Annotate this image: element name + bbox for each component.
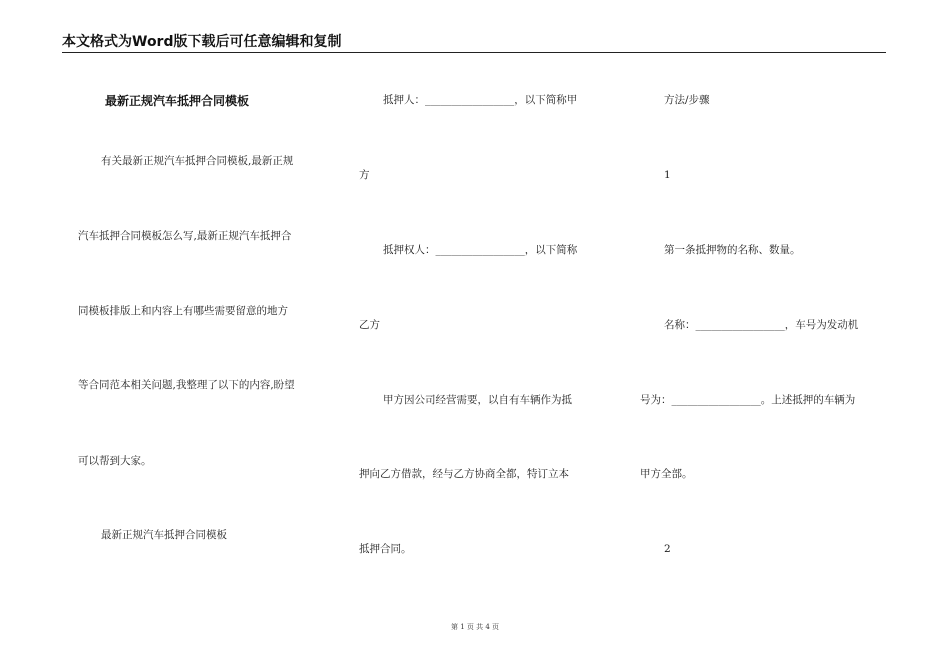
column2-line-6: 押向乙方借款，经与乙方协商全都，特订立本	[359, 468, 569, 480]
column1-line-3: 同模板排版上和内容上有哪些需要留意的地方	[78, 305, 288, 317]
column1-line-2: 汽车抵押合同模板怎么写,最新正规汽车抵押合	[78, 230, 292, 242]
header-divider	[62, 52, 886, 53]
page-number: 第 1 页 共 4 页	[450, 623, 500, 631]
column3-step-number-2: 2	[664, 543, 671, 555]
column2-line-5: 甲方因公司经营需要，以自有车辆作为抵	[383, 394, 572, 406]
column3-line-6: 甲方全部。	[640, 468, 693, 480]
column3-line-3: 第一条抵押物的名称、数量。	[664, 244, 801, 256]
column3-line-1: 方法/步骤	[664, 94, 710, 106]
column1-subtitle: 最新正规汽车抵押合同模板	[101, 529, 227, 541]
column1-line-1: 有关最新正规汽车抵押合同模板,最新正规	[101, 155, 294, 167]
column3-line-5: 号为：_________________。上述抵押的车辆为	[640, 394, 856, 406]
document-header	[62, 32, 886, 52]
column2-line-7: 抵押合同。	[359, 543, 412, 555]
column2-line-3: 抵押权人：_________________，以下简称	[383, 244, 578, 256]
column2-line-1: 抵押人：_________________，以下简称甲	[383, 94, 578, 106]
column2-line-2: 方	[359, 169, 370, 181]
header-title: 本文格式为Word版下载后可任意编辑和复制	[62, 34, 342, 50]
column1-line-5: 可以帮到大家。	[78, 455, 152, 467]
column3-line-4: 名称：_________________，车号为发动机	[664, 319, 859, 331]
column1-line-4: 等合同范本相关问题,我整理了以下的内容,盼望	[78, 379, 295, 391]
column2-line-4: 乙方	[359, 319, 380, 331]
document-title: 最新正规汽车抵押合同模板	[105, 94, 250, 108]
column3-step-number-1: 1	[664, 169, 671, 181]
